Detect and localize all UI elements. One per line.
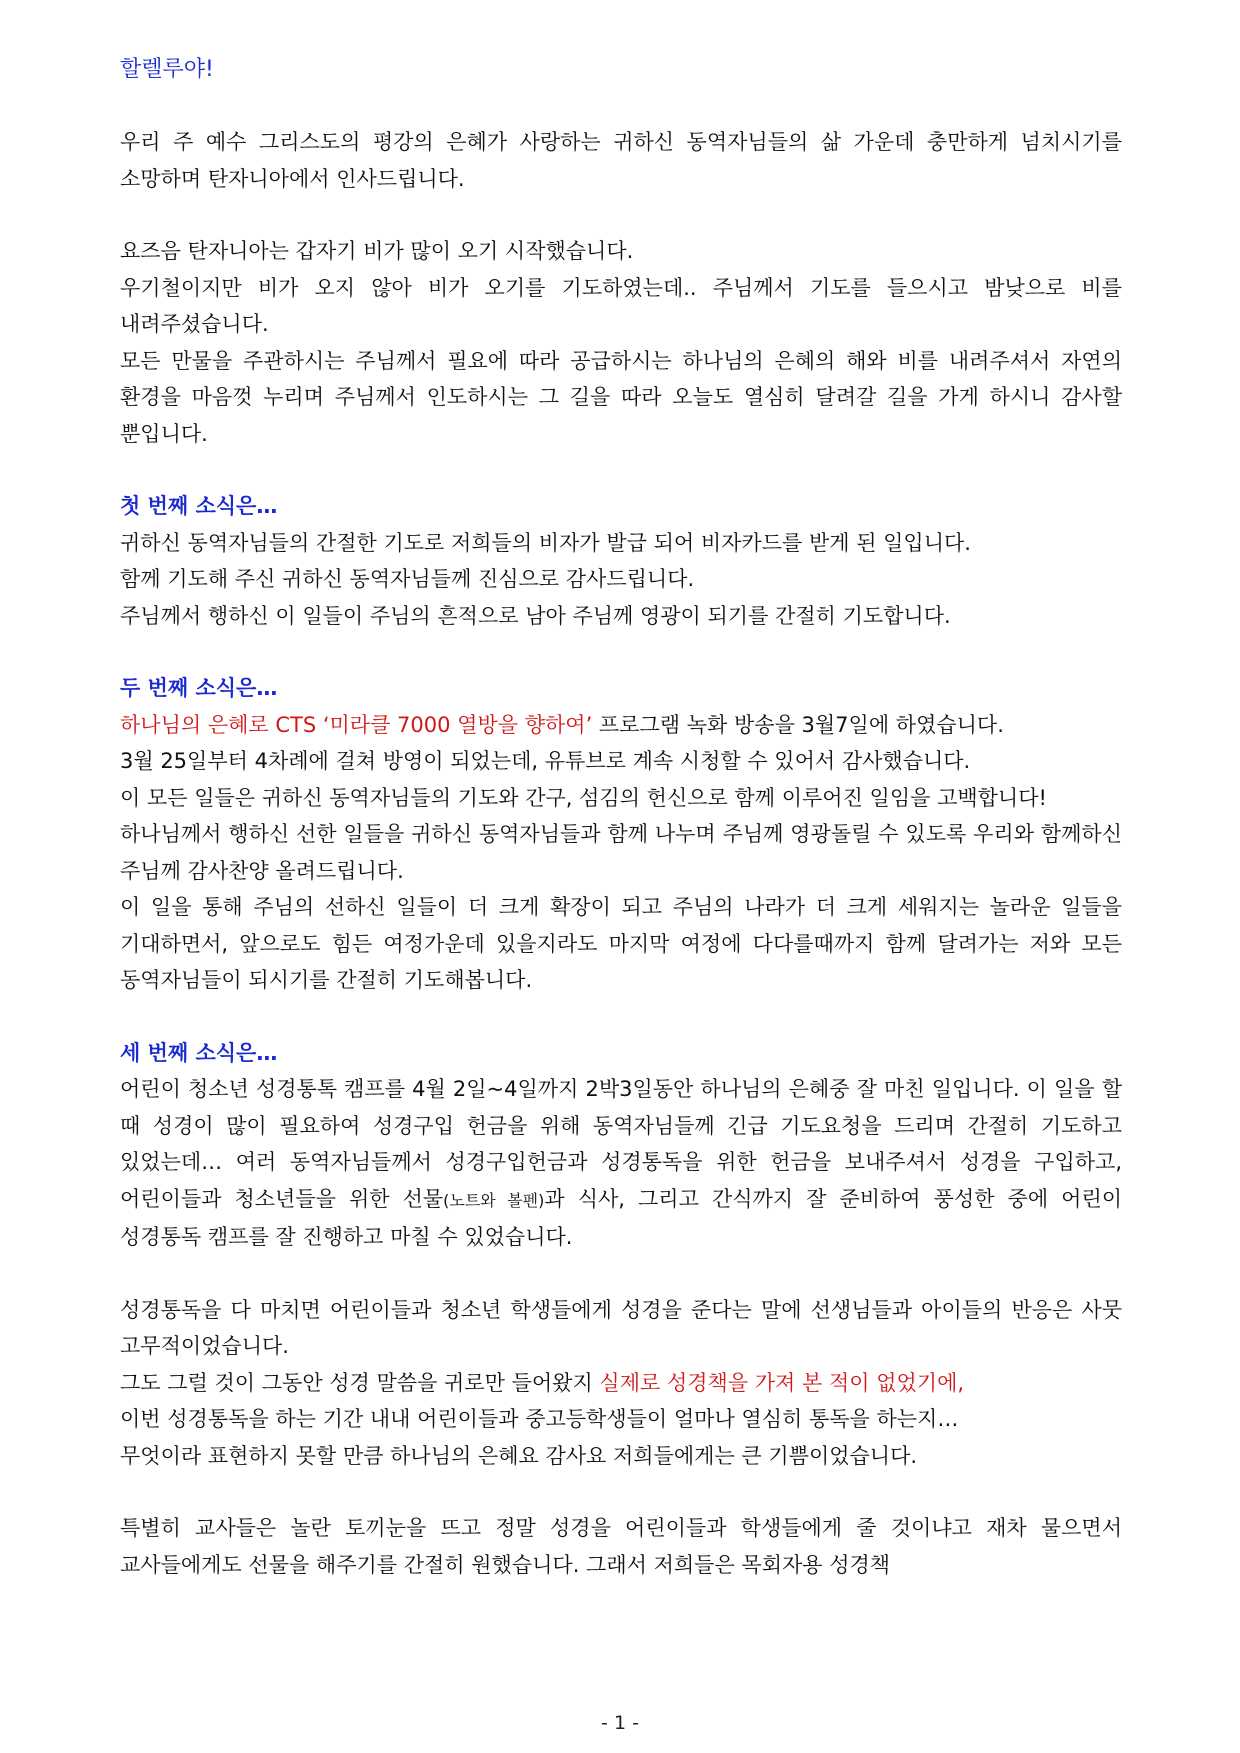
page-number: - 1 - [601,1712,639,1734]
news-3-p2-line-2a: 그도 그럴 것이 그동안 성경 말씀을 귀로만 들어왔지 [120,1370,600,1395]
news-1-heading: 첫 번째 소식은… [120,494,278,518]
news-2-heading: 두 번째 소식은… [120,676,278,700]
news-3-p1-part-a: 어린이 청소년 성경통톡 캠프를 4월 2일~4일까지 2박3일동안 하나님의 은혜중 잘 마친 일입니다. 이 일을 할 때 성경이 많이 필요하여 성경구입 헌금을 위해 동역자님들께 긴급 기도요청을 드리며 간절히 기도하고 있었는데… 여러 동역자님들께서 성경구입헌금과 성경통독을 위한 헌금을 보내주셔서 성경을 구입하고, 어린이들과 청소년들을 위한 선물 [120,1077,1122,1211]
news-1-line-3: 주님께서 행하신 이 일들이 주님의 흔적으로 남아 주님께 영광이 되기를 간절히 기도합니다. [120,603,951,628]
news-2-line-2: 3월 25일부터 4차례에 걸쳐 방영이 되었는데, 유튜브로 계속 시청할 수 있어서 감사했습니다. [120,749,971,773]
news-3-p2-line-3: 이번 성경통독을 하는 기간 내내 어린이들과 중고등학생들이 얼마나 열심히 통독을 하는지… [120,1407,959,1431]
weather-line-1: 요즈음 탄자니아는 갑자기 비가 많이 오기 시작했습니다. [120,239,634,263]
news-3-paragraph-1 [120,1071,1122,1256]
weather-line-2: 우기철이지만 비가 오지 않아 비가 오기를 기도하였는데.. 주님께서 기도를 들으시고 밤낮으로 비를 내려주셨습니다. [120,275,1122,336]
intro-paragraph: 우리 주 예수 그리스도의 평강의 은혜가 사랑하는 귀하신 동역자님들의 삶 가운데 충만하게 넘치시기를 소망하며 탄자니아에서 인사드립니다. [120,130,1122,191]
gift-note: (노트와 볼펜) [443,1190,545,1210]
weather-line-3: 모든 만물을 주관하시는 주님께서 필요에 따라 공급하시는 하나님의 은혜의 해와 비를 내려주셔서 자연의 환경을 마음껏 누리며 주님께서 인도하시는 그 길을 따라 오늘도 열심히 달려갈 길을 가게 하시니 감사할 뿐입니다. [120,348,1122,446]
news-3-heading: 세 번째 소식은… [120,1040,278,1065]
news-3-p1-part-b: 과 식사, 그리고 간식까지 잘 준비하여 풍성한 중에 어린이 성경통독 캠프를 잘 진행하고 마칠 수 있었습니다. [120,1186,1123,1249]
news-3-p2-line-2 [120,1365,1122,1402]
bible-highlight: 실제로 성경책을 가져 본 적이 없었기에, [599,1370,965,1395]
news-3-paragraph-3: 특별히 교사들은 놀란 토끼눈을 뜨고 정말 성경을 어린이들과 학생들에게 줄 것이냐고 재차 물으면서 교사들에게도 선물을 해주기를 간절히 원했습니다. 그래서 저희들은 목회자용 성경책 [120,1516,1122,1577]
letter-body [120,52,1122,1583]
news-2-line-1-rest: 프로그램 녹화 방송을 3월7일에 하였습니다. [592,712,1004,737]
greeting: 할렐루야! [120,57,214,82]
news-3-p2-line-1: 성경통독을 다 마치면 어린이들과 청소년 학생들에게 성경을 준다는 말에 선생님들과 아이들의 반응은 사뭇 고무적이었습니다. [120,1297,1122,1358]
news-3-p2-line-4: 무엇이라 표현하지 못할 만큼 하나님의 은혜요 감사요 저희들에게는 큰 기쁨이었습니다. [120,1443,918,1468]
news-1-line-2: 함께 기도해 주신 귀하신 동역자님들께 진심으로 감사드립니다. [120,567,695,591]
news-2-line-1 [120,707,1122,744]
news-2-line-5: 이 일을 통해 주님의 선하신 일들이 더 크게 확장이 되고 주님의 나라가 더 크게 세워지는 놀라운 일들을 기대하면서, 앞으로도 힘든 여정가운데 있을지라도 마지막 여정에 다다를때까지 함께 달려가는 저와 모든 동역자님들이 되시기를 간절히 기도해봅니다. [120,895,1122,992]
news-1-line-1: 귀하신 동역자님들의 간절한 기도로 저희들의 비자가 발급 되어 비자카드를 받게 된 일입니다. [120,530,971,555]
news-2-line-3: 이 모든 일들은 귀하신 동역자님들의 기도와 간구, 섬김의 헌신으로 함께 이루어진 일임을 고백합니다! [120,785,1047,810]
news-2-line-4: 하나님께서 행하신 선한 일들을 귀하신 동역자님들과 함께 나누며 주님께 영광돌릴 수 있도록 우리와 함께하신 주님께 감사찬양 올려드립니다. [120,822,1122,883]
cts-program-highlight: 하나님의 은혜로 CTS ‘미라클 7000 열방을 향하여’ [120,712,593,737]
